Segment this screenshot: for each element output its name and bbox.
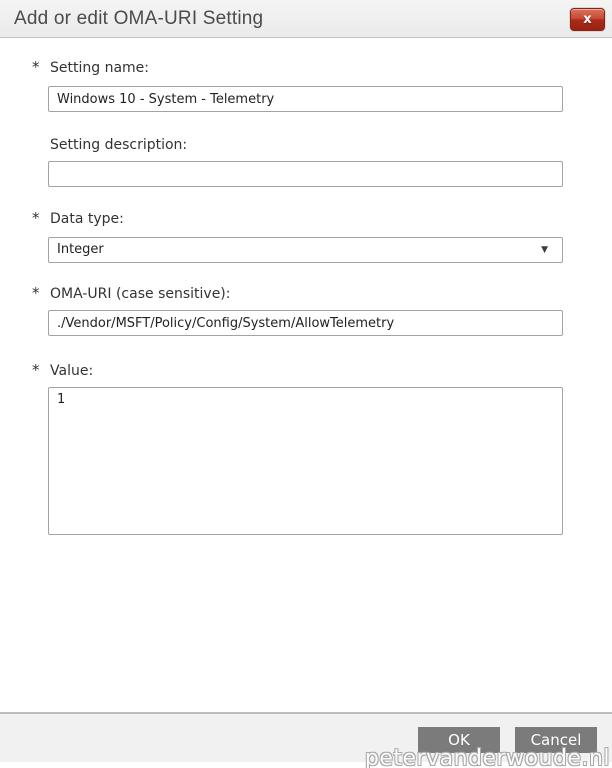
setting-description-input[interactable] — [48, 161, 563, 187]
required-marker: * — [32, 58, 40, 76]
setting-name-label: Setting name: — [50, 60, 149, 76]
setting-name-input[interactable] — [48, 86, 563, 112]
required-marker: * — [32, 284, 40, 302]
dialog-titlebar — [0, 0, 612, 38]
data-type-selected-value: Integer — [57, 242, 104, 257]
value-textarea[interactable] — [48, 387, 563, 535]
required-marker: * — [32, 361, 40, 379]
value-label: Value: — [50, 363, 94, 379]
dialog-title: Add or edit OMA-URI Setting — [14, 8, 264, 29]
cancel-button[interactable]: Cancel — [515, 727, 597, 753]
setting-description-label: Setting description: — [50, 137, 188, 153]
chevron-down-icon: ▼ — [541, 245, 548, 255]
data-type-label: Data type: — [50, 211, 124, 227]
oma-uri-label: OMA-URI (case sensitive): — [50, 286, 231, 302]
watermark-text: petervanderwoude.nl — [364, 746, 610, 768]
data-type-dropdown[interactable] — [48, 237, 563, 263]
oma-uri-input[interactable] — [48, 310, 563, 336]
required-marker: * — [32, 209, 40, 227]
close-icon[interactable]: x — [570, 8, 605, 31]
ok-button[interactable]: OK — [418, 727, 500, 753]
